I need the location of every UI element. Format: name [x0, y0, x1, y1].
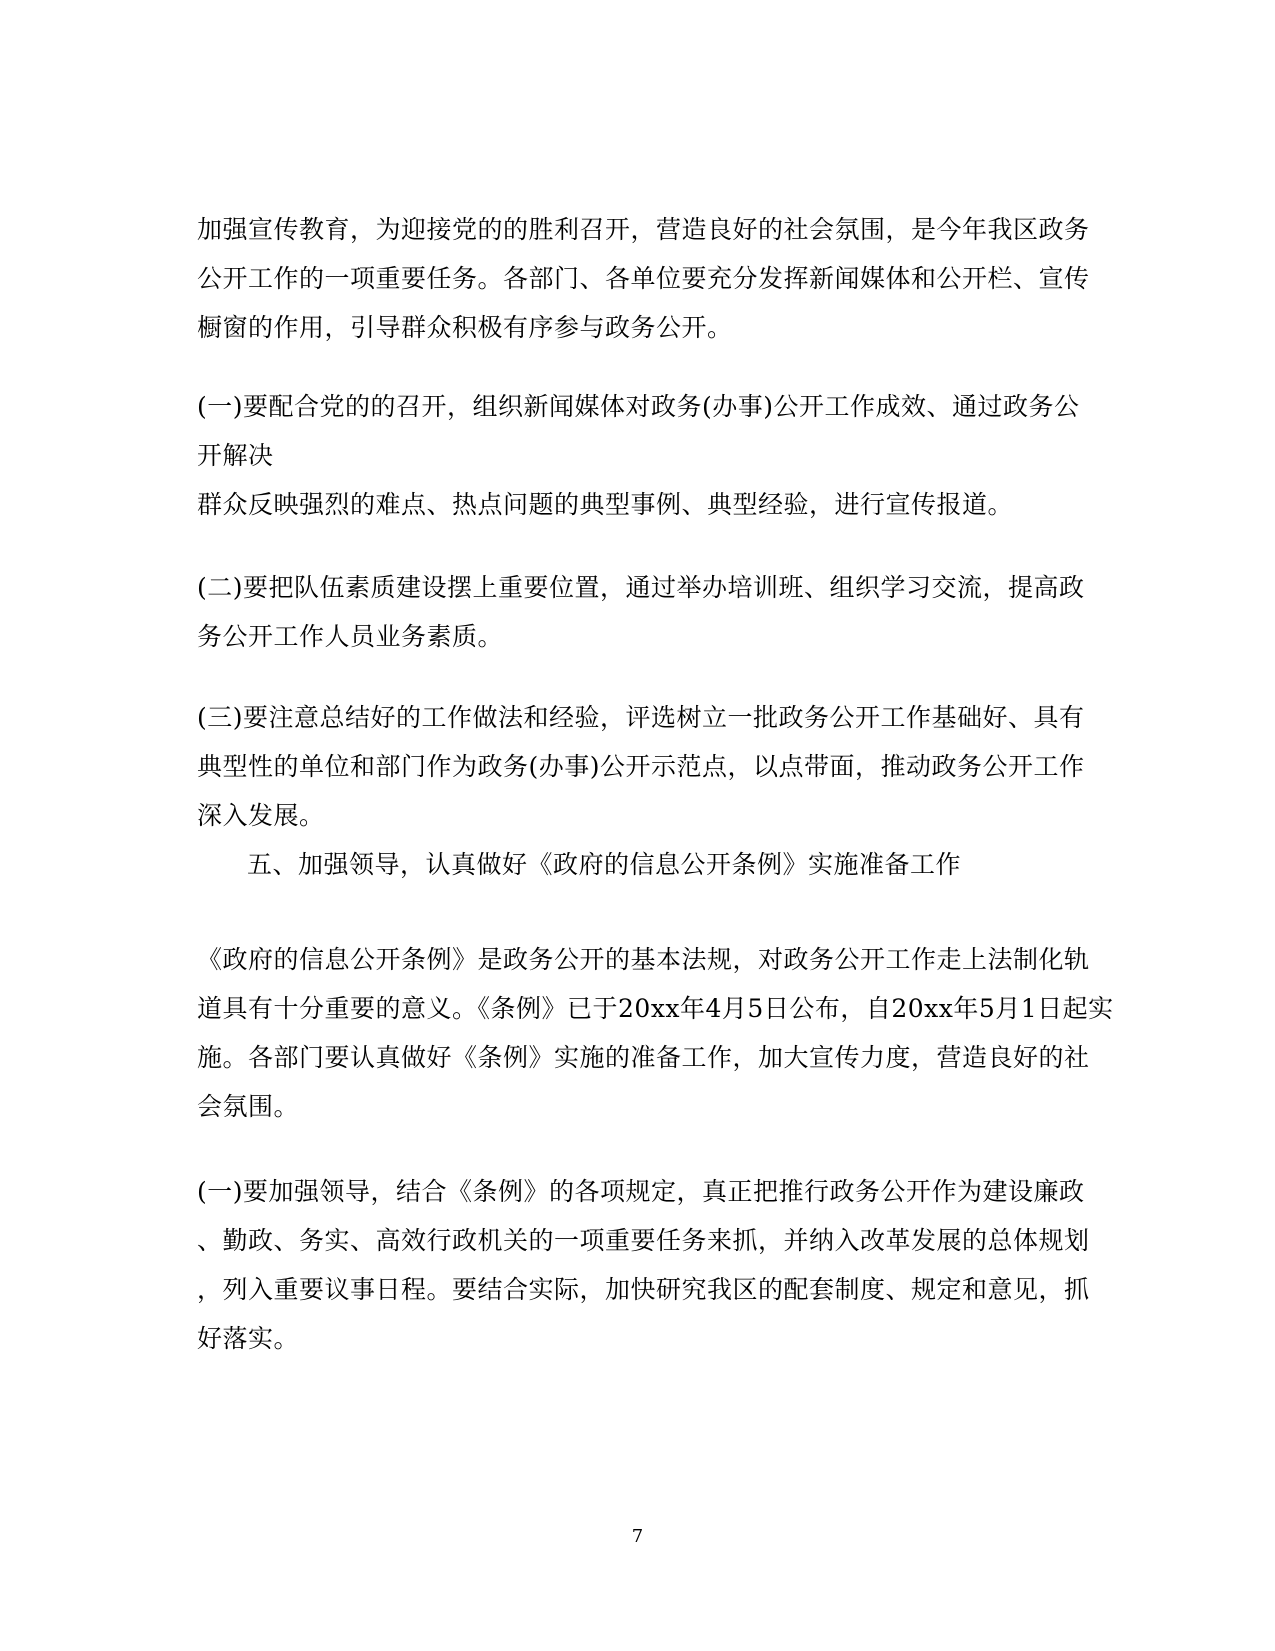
paragraph-line: 公开工作的一项重要任务。各部门、各单位要充分发挥新闻媒体和公开栏、宣传	[197, 264, 1090, 293]
paragraph-intro	[197, 205, 1090, 352]
page-number: 7	[631, 1526, 644, 1547]
paragraph-item-1b	[197, 1167, 1090, 1363]
paragraph-line: 深入发展。	[197, 801, 325, 830]
paragraph-line: 《政府的信息公开条例》是政务公开的基本法规，对政务公开工作走上法制化轨	[197, 945, 1090, 974]
section-heading: 五、加强领导，认真做好《政府的信息公开条例》实施准备工作	[247, 850, 962, 879]
paragraph-line: (一)要加强领导，结合《条例》的各项规定，真正把推行政务公开作为建设廉政	[197, 1177, 1085, 1206]
paragraph-line: 、勤政、务实、高效行政机关的一项重要任务来抓，并纳入改革发展的总体规划	[197, 1226, 1090, 1255]
paragraph-line: 橱窗的作用，引导群众积极有序参与政务公开。	[197, 313, 733, 342]
paragraph-item-1	[197, 382, 1080, 529]
paragraph-line: 群众反映强烈的难点、热点问题的典型事例、典型经验，进行宣传报道。	[197, 490, 1014, 519]
paragraph-item-3	[197, 693, 1085, 840]
paragraph-line: (二)要把队伍素质建设摆上重要位置，通过举办培训班、组织学习交流，提高政	[197, 573, 1085, 602]
paragraph-line: (三)要注意总结好的工作做法和经验，评选树立一批政务公开工作基础好、具有	[197, 703, 1085, 732]
paragraph-line: ，列入重要议事日程。要结合实际，加快研究我区的配套制度、规定和意见，抓	[197, 1275, 1090, 1304]
paragraph-line: 道具有十分重要的意义。《条例》已于20xx年4月5日公布，自20xx年5月1日起实	[197, 994, 1114, 1023]
paragraph-line: 好落实。	[197, 1324, 300, 1353]
paragraph-line: 开解决	[197, 441, 274, 470]
paragraph-line: 务公开工作人员业务素质。	[197, 622, 504, 651]
paragraph-line: 典型性的单位和部门作为政务(办事)公开示范点，以点带面，推动政务公开工作	[197, 752, 1085, 781]
paragraph-line: (一)要配合党的的召开，组织新闻媒体对政务(办事)公开工作成效、通过政务公	[197, 392, 1080, 421]
paragraph-line: 会氛围。	[197, 1092, 300, 1121]
paragraph-regulation	[197, 935, 1114, 1131]
paragraph-line: 施。各部门要认真做好《条例》实施的准备工作，加大宣传力度，营造良好的社	[197, 1043, 1090, 1072]
paragraph-line: 加强宣传教育，为迎接党的的胜利召开，营造良好的社会氛围，是今年我区政务	[197, 215, 1090, 244]
paragraph-item-2	[197, 563, 1085, 661]
